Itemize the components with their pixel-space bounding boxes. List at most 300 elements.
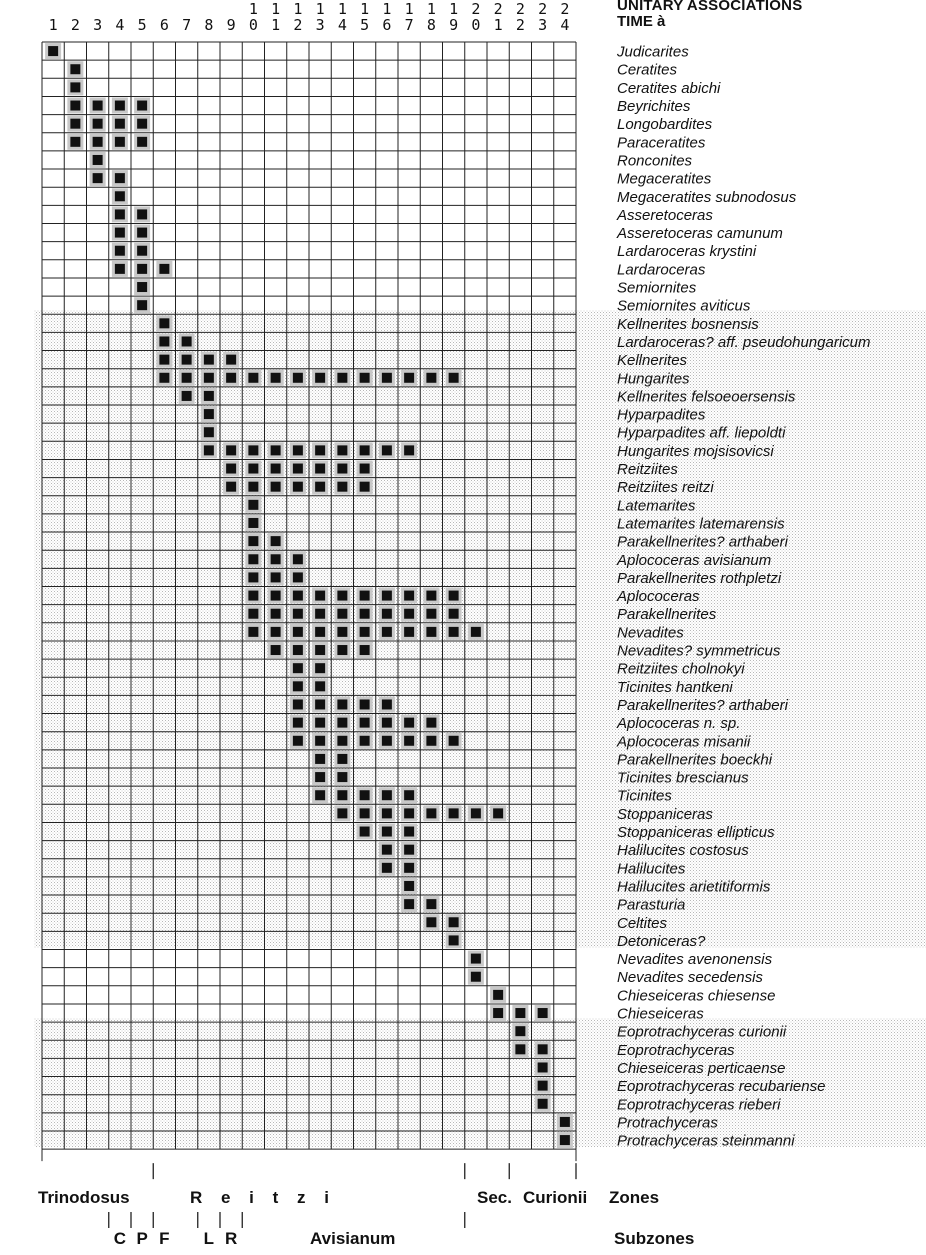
occurrence-mark <box>360 736 370 746</box>
occurrence-mark <box>382 863 392 873</box>
column-header: 1 <box>337 0 347 18</box>
occurrence-mark <box>337 699 347 709</box>
column-header: 7 <box>404 16 414 34</box>
column-header: 1 <box>271 0 281 18</box>
occurrence-mark <box>293 627 303 637</box>
occurrence-mark <box>293 445 303 455</box>
occurrence-mark <box>226 445 236 455</box>
occurrence-mark <box>449 627 459 637</box>
occurrence-mark <box>337 464 347 474</box>
occurrence-mark <box>404 845 414 855</box>
occurrence-mark <box>226 464 236 474</box>
occurrence-mark <box>404 863 414 873</box>
occurrence-mark <box>449 591 459 601</box>
occurrence-mark <box>115 101 125 111</box>
occurrence-mark <box>315 663 325 673</box>
occurrence-mark <box>271 572 281 582</box>
taxon-label: Protrachyceras <box>617 1114 718 1132</box>
occurrence-mark <box>159 373 169 383</box>
occurrence-mark <box>115 264 125 274</box>
subzone-label: Avisianum <box>310 1229 396 1248</box>
column-header: 1 <box>449 0 459 18</box>
occurrence-mark <box>204 445 214 455</box>
zone-label: Sec. <box>477 1188 512 1207</box>
occurrence-mark <box>115 173 125 183</box>
occurrence-mark <box>360 645 370 655</box>
occurrence-mark <box>248 572 258 582</box>
occurrence-mark <box>137 246 147 256</box>
occurrence-mark <box>360 373 370 383</box>
occurrence-mark <box>337 772 347 782</box>
occurrence-mark <box>538 1044 548 1054</box>
occurrence-mark <box>93 119 103 129</box>
occurrence-mark <box>360 627 370 637</box>
occurrence-mark <box>271 373 281 383</box>
taxon-label: Halilucites costosus <box>617 842 749 860</box>
taxon-label: Reitziites cholnokyi <box>617 660 745 678</box>
occurrence-mark <box>315 699 325 709</box>
chart-title: UNITARY ASSOCIATIONS <box>617 0 803 14</box>
occurrence-mark <box>315 681 325 691</box>
column-header: 0 <box>248 16 258 34</box>
occurrence-mark <box>360 464 370 474</box>
occurrence-mark <box>248 373 258 383</box>
occurrence-mark <box>159 355 169 365</box>
occurrence-mark <box>538 1099 548 1109</box>
occurrence-mark <box>315 482 325 492</box>
taxon-label: Latemarites <box>617 497 696 515</box>
taxon-label: Ceratites abichi <box>617 79 721 97</box>
taxon-label: Lardaroceras? aff. pseudohungaricum <box>617 333 871 351</box>
occurrence-mark <box>337 718 347 728</box>
occurrence-mark <box>404 627 414 637</box>
taxon-label: Chieseiceras <box>617 1005 704 1023</box>
occurrence-mark <box>337 373 347 383</box>
occurrence-mark <box>471 954 481 964</box>
occurrence-mark <box>404 899 414 909</box>
occurrence-mark <box>248 554 258 564</box>
taxon-label: Latemarites latemarensis <box>617 515 785 533</box>
occurrence-mark <box>315 718 325 728</box>
column-header: 1 <box>360 0 370 18</box>
occurrence-mark <box>493 990 503 1000</box>
taxon-label: Kellnerites felsoeoersensis <box>617 388 796 406</box>
column-header: 2 <box>538 0 548 18</box>
taxon-label: Hungarites <box>617 370 690 388</box>
occurrence-mark <box>426 373 436 383</box>
occurrence-mark <box>315 645 325 655</box>
occurrence-mark <box>426 736 436 746</box>
occurrence-mark <box>315 736 325 746</box>
occurrence-mark <box>137 228 147 238</box>
occurrence-mark <box>382 736 392 746</box>
occurrence-mark <box>93 173 103 183</box>
occurrence-mark <box>248 445 258 455</box>
occurrence-mark <box>404 736 414 746</box>
occurrence-mark <box>337 445 347 455</box>
taxon-label: Protrachyceras steinmanni <box>617 1132 795 1150</box>
column-header: 7 <box>182 16 192 34</box>
occurrence-mark <box>248 518 258 528</box>
occurrence-mark <box>337 754 347 764</box>
occurrence-mark <box>493 808 503 818</box>
occurrence-mark <box>382 591 392 601</box>
occurrence-mark <box>293 373 303 383</box>
occurrence-mark <box>159 318 169 328</box>
occurrence-mark <box>337 591 347 601</box>
occurrence-mark <box>226 373 236 383</box>
taxon-label: Asseretoceras camunum <box>617 225 783 243</box>
occurrence-mark <box>360 827 370 837</box>
column-header: 3 <box>538 16 548 34</box>
occurrence-mark <box>449 736 459 746</box>
occurrence-mark <box>293 554 303 564</box>
occurrence-mark <box>426 808 436 818</box>
occurrence-mark <box>248 464 258 474</box>
column-header: 3 <box>315 16 325 34</box>
occurrence-mark <box>382 808 392 818</box>
taxon-label: Asseretoceras <box>617 206 713 224</box>
column-header: 2 <box>293 16 303 34</box>
occurrence-mark <box>360 790 370 800</box>
occurrence-mark <box>93 101 103 111</box>
occurrence-mark <box>404 881 414 891</box>
occurrence-mark <box>404 827 414 837</box>
occurrence-mark <box>115 191 125 201</box>
occurrence-mark <box>137 282 147 292</box>
taxon-label: Parakellnerites boeckhi <box>617 751 773 769</box>
occurrence-mark <box>137 209 147 219</box>
occurrence-mark <box>293 482 303 492</box>
occurrence-mark <box>315 373 325 383</box>
zonation-scale <box>38 1163 694 1248</box>
taxon-label: Beyrichites <box>617 98 691 116</box>
occurrence-mark <box>337 609 347 619</box>
occurrence-mark <box>426 718 436 728</box>
column-header: 5 <box>360 16 370 34</box>
column-header: 8 <box>426 16 436 34</box>
occurrence-mark <box>382 609 392 619</box>
column-header: 1 <box>493 16 503 34</box>
taxon-label: Eoprotrachyceras recubariense <box>617 1078 826 1096</box>
occurrence-mark <box>248 609 258 619</box>
taxon-label: Stoppaniceras <box>617 805 713 823</box>
taxon-label: Judicarites <box>617 43 689 61</box>
taxon-label: Parakellnerites? arthaberi <box>617 696 788 714</box>
occurrence-mark <box>293 572 303 582</box>
occurrence-mark <box>515 1026 525 1036</box>
taxon-label: Ticinites brescianus <box>617 769 749 787</box>
taxon-label: Kellnerites <box>617 352 688 370</box>
occurrence-mark <box>315 754 325 764</box>
taxon-label: Ceratites <box>617 61 678 79</box>
occurrence-mark <box>293 645 303 655</box>
taxon-label: Eoprotrachyceras curionii <box>617 1023 787 1041</box>
occurrence-mark <box>560 1135 570 1145</box>
occurrence-mark <box>204 373 214 383</box>
column-header: 1 <box>426 0 436 18</box>
occurrence-mark <box>426 899 436 909</box>
column-header: 2 <box>70 16 80 34</box>
occurrence-mark <box>337 482 347 492</box>
taxon-label: Chieseiceras perticaense <box>617 1059 786 1077</box>
occurrence-mark <box>70 119 80 129</box>
occurrence-mark <box>137 300 147 310</box>
occurrence-mark <box>315 790 325 800</box>
occurrence-mark <box>115 137 125 147</box>
occurrence-mark <box>115 228 125 238</box>
column-header: 2 <box>515 0 525 18</box>
occurrence-mark <box>271 627 281 637</box>
taxon-label: Eoprotrachyceras rieberi <box>617 1096 781 1114</box>
occurrence-mark <box>337 645 347 655</box>
column-header: 1 <box>271 16 281 34</box>
occurrence-mark <box>293 736 303 746</box>
subzone-label: P <box>136 1229 148 1248</box>
taxon-label: Aplococeras <box>617 588 700 606</box>
occurrence-mark <box>404 591 414 601</box>
occurrence-mark <box>360 591 370 601</box>
column-header: 1 <box>382 0 392 18</box>
occurrence-mark <box>293 609 303 619</box>
occurrence-mark <box>137 137 147 147</box>
occurrence-mark <box>382 827 392 837</box>
subzone-label: C <box>113 1229 127 1248</box>
occurrence-mark <box>449 609 459 619</box>
occurrence-mark <box>471 972 481 982</box>
taxon-label: Paraceratites <box>617 134 706 152</box>
taxon-label: Eoprotrachyceras <box>617 1041 735 1059</box>
occurrence-mark <box>271 482 281 492</box>
occurrence-mark <box>315 609 325 619</box>
occurrence-mark <box>271 645 281 655</box>
occurrence-mark <box>115 246 125 256</box>
occurrence-mark <box>159 336 169 346</box>
occurrence-mark <box>204 391 214 401</box>
occurrence-mark <box>204 409 214 419</box>
occurrence-mark <box>315 464 325 474</box>
occurrence-mark <box>449 917 459 927</box>
taxon-label: Hyparpadites <box>617 406 706 424</box>
column-header: 4 <box>337 16 347 34</box>
taxon-label: Parasturia <box>617 896 686 914</box>
occurrence-mark <box>137 101 147 111</box>
occurrence-mark <box>404 808 414 818</box>
occurrence-mark <box>538 1081 548 1091</box>
taxon-label: Kellnerites bosnensis <box>617 315 759 333</box>
occurrence-mark <box>182 391 192 401</box>
column-header: 6 <box>159 16 169 34</box>
taxon-label: Nevadites? symmetricus <box>617 642 781 660</box>
taxon-label: Reitziites <box>617 461 678 479</box>
taxon-label: Semiornites aviticus <box>617 297 751 315</box>
occurrence-mark <box>315 627 325 637</box>
occurrence-mark <box>426 591 436 601</box>
occurrence-mark <box>182 336 192 346</box>
occurrence-mark <box>449 373 459 383</box>
column-header: 5 <box>137 16 147 34</box>
column-header: 1 <box>48 16 58 34</box>
zone-label: Trinodosus <box>38 1188 130 1207</box>
occurrence-mark <box>271 591 281 601</box>
occurrence-mark <box>538 1008 548 1018</box>
occurrence-mark <box>404 790 414 800</box>
occurrence-mark <box>493 1008 503 1018</box>
occurrence-mark <box>426 917 436 927</box>
occurrence-mark <box>226 482 236 492</box>
column-header: 2 <box>515 16 525 34</box>
taxon-label: Ticinites hantkeni <box>617 678 733 696</box>
taxon-label: Longobardites <box>617 116 713 134</box>
occurrence-mark <box>70 64 80 74</box>
column-header: 8 <box>204 16 214 34</box>
occurrence-mark <box>360 699 370 709</box>
occurrence-mark <box>204 427 214 437</box>
occurrence-mark <box>159 264 169 274</box>
occurrence-mark <box>360 718 370 728</box>
occurrence-mark <box>204 355 214 365</box>
column-header: 9 <box>226 16 236 34</box>
zone-label: Curionii <box>523 1188 588 1207</box>
occurrence-mark <box>426 609 436 619</box>
occurrence-mark <box>315 772 325 782</box>
taxon-label: Hyparpadites aff. liepoldti <box>617 424 786 442</box>
occurrence-mark <box>271 536 281 546</box>
occurrence-mark <box>70 101 80 111</box>
occurrence-mark <box>337 808 347 818</box>
taxon-label: Aplococeras misanii <box>617 733 751 751</box>
occurrence-mark <box>382 445 392 455</box>
occurrence-mark <box>271 609 281 619</box>
column-header: 4 <box>560 16 570 34</box>
occurrence-mark <box>360 445 370 455</box>
occurrence-mark <box>115 209 125 219</box>
occurrence-mark <box>337 790 347 800</box>
occurrence-mark <box>404 718 414 728</box>
occurrence-mark <box>360 609 370 619</box>
occurrence-mark <box>248 482 258 492</box>
occurrence-mark <box>315 445 325 455</box>
occurrence-mark <box>382 699 392 709</box>
occurrence-mark <box>248 627 258 637</box>
taxon-label: Megaceratites subnodosus <box>617 188 797 206</box>
occurrence-mark <box>248 500 258 510</box>
taxon-label: Parakellnerites <box>617 606 717 624</box>
occurrence-mark <box>93 137 103 147</box>
column-header: 9 <box>449 16 459 34</box>
occurrence-mark <box>115 119 125 129</box>
taxon-label: Nevadites <box>617 624 684 642</box>
occurrence-mark <box>449 935 459 945</box>
taxon-label: Aplococeras n. sp. <box>617 715 741 733</box>
taxon-label: Parakellnerites rothpletzi <box>617 569 782 587</box>
occurrence-mark <box>70 137 80 147</box>
occurrence-mark <box>293 718 303 728</box>
column-header: 3 <box>93 16 103 34</box>
occurrence-mark <box>182 373 192 383</box>
taxon-label: Parakellnerites? arthaberi <box>617 533 788 551</box>
occurrence-mark <box>382 718 392 728</box>
taxon-label: Halilucites <box>617 860 686 878</box>
occurrence-mark <box>515 1008 525 1018</box>
subzone-label: F <box>159 1229 170 1248</box>
column-header: 1 <box>293 0 303 18</box>
taxon-label: Detoniceras? <box>617 932 706 950</box>
column-header: 2 <box>471 0 481 18</box>
taxon-label: Nevadites avenonensis <box>617 951 773 969</box>
occurrence-mark <box>337 736 347 746</box>
occurrence-mark <box>560 1117 570 1127</box>
occurrence-mark <box>404 373 414 383</box>
taxon-label: Halilucites arietitiformis <box>617 878 771 896</box>
occurrence-mark <box>360 808 370 818</box>
occurrence-mark <box>93 155 103 165</box>
occurrence-mark <box>404 445 414 455</box>
taxon-label: Chieseiceras chiesense <box>617 987 776 1005</box>
column-header: 1 <box>315 0 325 18</box>
occurrence-mark <box>271 445 281 455</box>
occurrence-mark <box>382 373 392 383</box>
occurrence-mark <box>382 845 392 855</box>
occurrence-mark <box>360 482 370 492</box>
subzone-label: L <box>203 1229 215 1248</box>
occurrence-mark <box>226 355 236 365</box>
occurrence-mark <box>471 808 481 818</box>
occurrence-mark <box>382 627 392 637</box>
occurrence-mark <box>271 554 281 564</box>
occurrence-mark <box>382 790 392 800</box>
occurrence-mark <box>248 536 258 546</box>
occurrence-mark <box>293 699 303 709</box>
column-header: 1 <box>404 0 414 18</box>
taxon-label: Stoppaniceras ellipticus <box>617 824 775 842</box>
taxon-label: Ticinites <box>617 787 672 805</box>
taxon-label: Aplococeras avisianum <box>617 551 772 569</box>
column-header: 2 <box>560 0 570 18</box>
taxon-label: Reitziites reitzi <box>617 479 714 497</box>
occurrence-mark <box>404 609 414 619</box>
taxon-label: Ronconites <box>617 152 693 170</box>
zones-axis-label: Zones <box>609 1188 660 1207</box>
taxon-label: Hungarites mojsisovicsi <box>617 442 774 460</box>
occurrence-mark <box>248 591 258 601</box>
occurrence-mark <box>515 1044 525 1054</box>
time-axis-label: TIME à <box>617 13 666 30</box>
column-headers <box>49 0 570 34</box>
occurrence-mark <box>293 591 303 601</box>
zone-label: R e i t z i <box>190 1188 331 1207</box>
taxon-label: Nevadites secedensis <box>617 969 763 987</box>
occurrence-mark <box>293 464 303 474</box>
occurrence-mark <box>271 464 281 474</box>
occurrence-mark <box>471 627 481 637</box>
occurrence-mark <box>337 627 347 637</box>
occurrence-mark <box>538 1062 548 1072</box>
occurrence-mark <box>70 82 80 92</box>
occurrence-mark <box>293 681 303 691</box>
subzones-axis-label: Subzones <box>614 1229 695 1248</box>
occurrence-mark <box>426 627 436 637</box>
occurrence-mark <box>315 591 325 601</box>
taxon-label: Semiornites <box>617 279 697 297</box>
column-header: 0 <box>471 16 481 34</box>
taxon-label: Lardaroceras krystini <box>617 243 757 261</box>
occurrence-mark <box>182 355 192 365</box>
taxon-label: Lardaroceras <box>617 261 706 279</box>
occurrence-mark <box>48 46 58 56</box>
occurrence-mark <box>293 663 303 673</box>
taxon-label: Celtites <box>617 914 668 932</box>
